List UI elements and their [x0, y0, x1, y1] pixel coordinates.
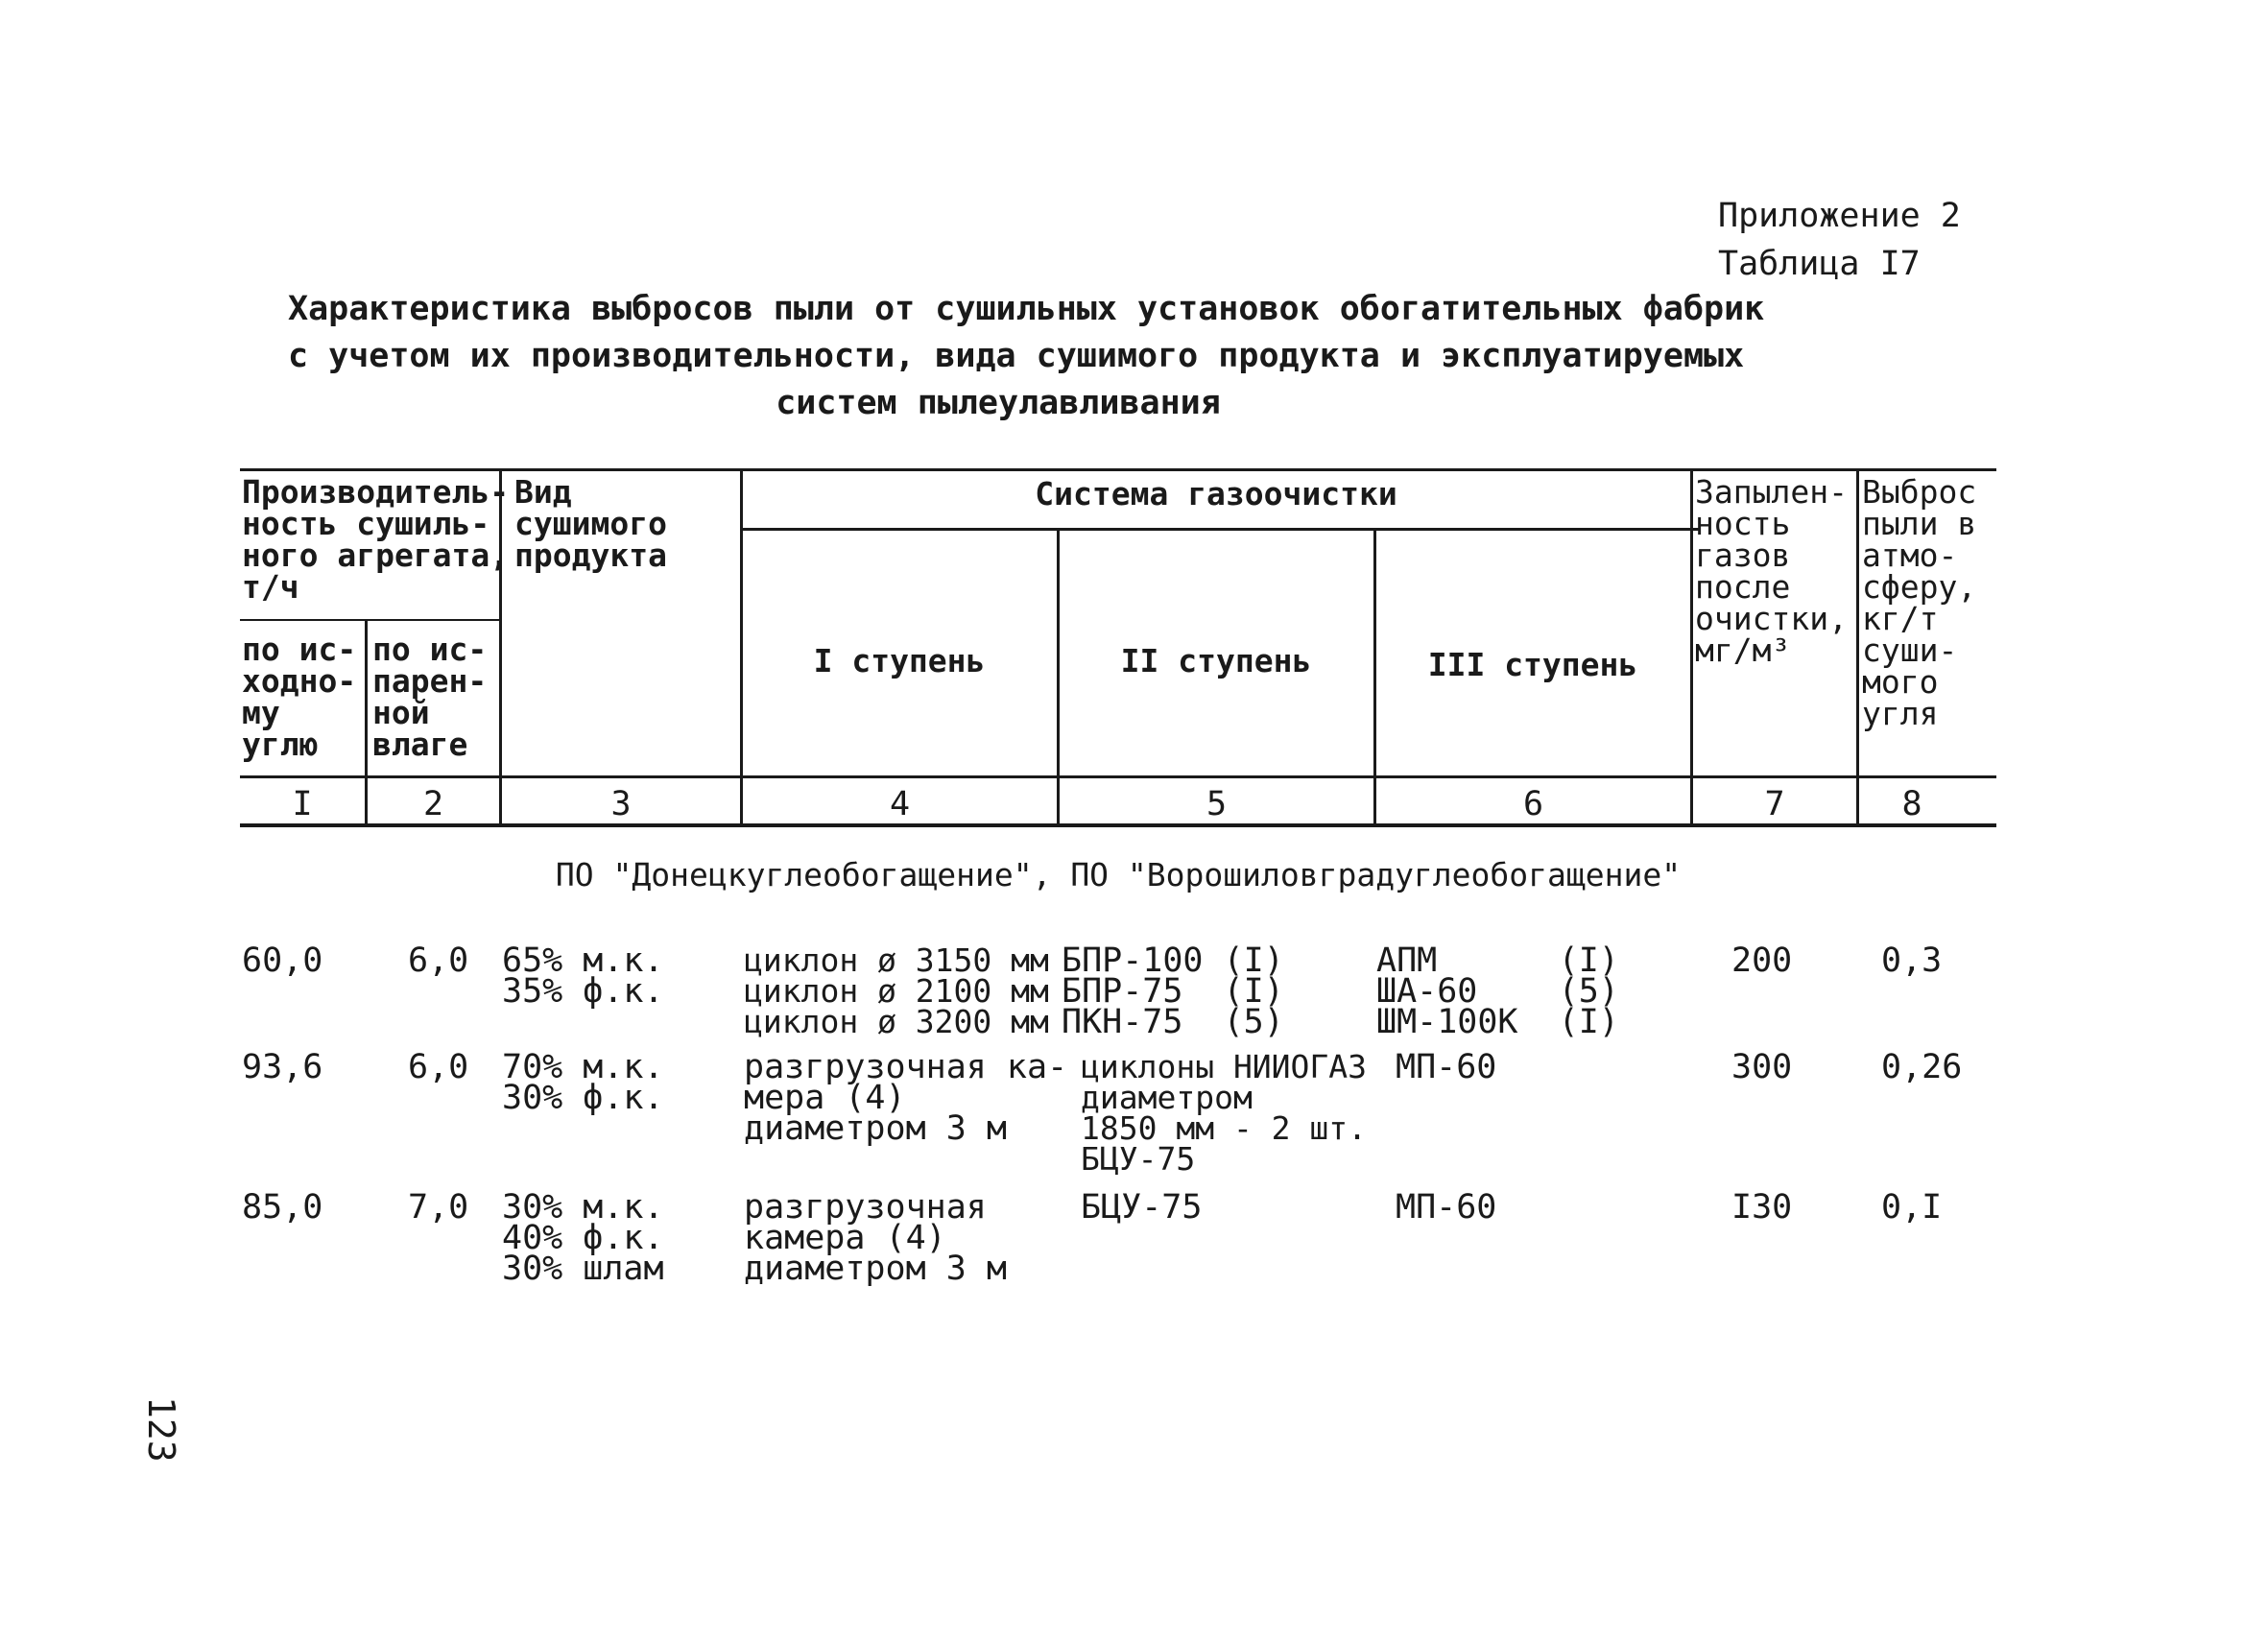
column-number: 3 — [610, 785, 632, 823]
cell-dust-content: I30 — [1731, 1188, 1793, 1227]
cell-productivity-moisture: 7,0 — [408, 1188, 469, 1227]
appendix-line: Приложение 2 — [1718, 197, 1961, 235]
page-title — [288, 286, 1765, 427]
title-line: с учетом их производительности, вида сушимого продукта и эксплуатируемых — [288, 337, 1745, 375]
cell-productivity-source: 93,6 — [242, 1048, 323, 1086]
cell-productivity-moisture: 6,0 — [408, 941, 469, 980]
cell-product-type: 30% м.к. 40% ф.к. 30% шлам — [502, 1188, 664, 1288]
column-number: 4 — [889, 785, 911, 823]
title-line: Характеристика выбросов пыли от сушильных установок обогатительных фабрик — [288, 290, 1765, 328]
cell-stage-3: АПМ (I) ША-60 (5) ШМ-100К (I) — [1376, 941, 1619, 1041]
header-stage-2: II ступень — [1120, 642, 1312, 679]
section-title: ПО "Донецкуглеобогащение", ПО "Ворошиловградуглеобогащение" — [555, 856, 1682, 893]
cell-dust-content: 300 — [1731, 1048, 1793, 1086]
subheader-border — [240, 619, 499, 621]
appendix-label — [1718, 192, 1961, 288]
header-by-evaporated-moisture: по ис- парен- ной влаге — [372, 631, 488, 763]
cell-dust-content: 200 — [1731, 941, 1793, 980]
column-numbers-border — [240, 823, 1996, 827]
cell-stage-2: БЦУ-75 — [1081, 1188, 1203, 1227]
gas-cleaning-border — [742, 528, 1700, 531]
cell-stage-1: разгрузочная камера (4) диаметром 3 м — [744, 1188, 1007, 1288]
column-number: I — [292, 785, 313, 823]
header-bottom-border — [240, 775, 1996, 778]
cell-product-type: 70% м.к. 30% ф.к. — [502, 1048, 664, 1117]
cell-stage-3: МП-60 — [1396, 1048, 1497, 1086]
column-number: 8 — [1901, 785, 1922, 823]
column-number: 6 — [1522, 785, 1544, 823]
cell-productivity-source: 85,0 — [242, 1188, 323, 1227]
header-stage-1: I ступень — [813, 642, 986, 679]
header-gas-cleaning: Система газоочистки — [1035, 475, 1397, 512]
cell-stage-2: БПР-100 (I) БПР-75 (I) ПКН-75 (5) — [1062, 941, 1284, 1041]
header-by-source-coal: по ис- ходно- му углю — [242, 631, 357, 763]
column-number: 2 — [422, 785, 444, 823]
header-product-type: Вид сушимого продукта — [514, 473, 667, 574]
cell-stage-1: разгрузочная ка- мера (4) диаметром 3 м — [744, 1048, 1068, 1148]
header-dust-content: Запылен- ность газов после очистки, мг/м³ — [1695, 473, 1848, 669]
column-number: 7 — [1764, 785, 1785, 823]
cell-emission: 0,26 — [1881, 1048, 1963, 1086]
table-top-border — [240, 468, 1996, 471]
cell-product-type: 65% м.к. 35% ф.к. — [502, 941, 664, 1011]
table-number: Таблица I7 — [1718, 245, 1921, 283]
cell-stage-3: МП-60 — [1396, 1188, 1497, 1227]
page-number: 123 — [140, 1396, 182, 1463]
col-divider — [1690, 468, 1693, 825]
cell-emission: 0,I — [1881, 1188, 1943, 1227]
cell-stage-2: циклоны НИИОГАЗ диаметром 1850 мм - 2 шт. БЦУ-75 — [1081, 1048, 1368, 1178]
col-divider — [1057, 528, 1060, 825]
cell-productivity-moisture: 6,0 — [408, 1048, 469, 1086]
title-line: систем пылеулавливания — [776, 384, 1221, 422]
cell-emission: 0,3 — [1881, 941, 1943, 980]
cell-stage-1: циклон ø 3150 мм циклон ø 2100 мм циклон ø 3200 мм — [744, 941, 1049, 1040]
column-number: 5 — [1206, 785, 1228, 823]
cell-productivity-source: 60,0 — [242, 941, 323, 980]
header-emission: Выброс пыли в атмо- сферу, кг/т суши- мого угля — [1862, 473, 1977, 732]
header-productivity: Производитель- ность сушиль- ного агрегата, т/ч — [242, 473, 510, 606]
header-stage-3: III ступень — [1427, 646, 1638, 683]
col-divider — [1856, 468, 1859, 825]
